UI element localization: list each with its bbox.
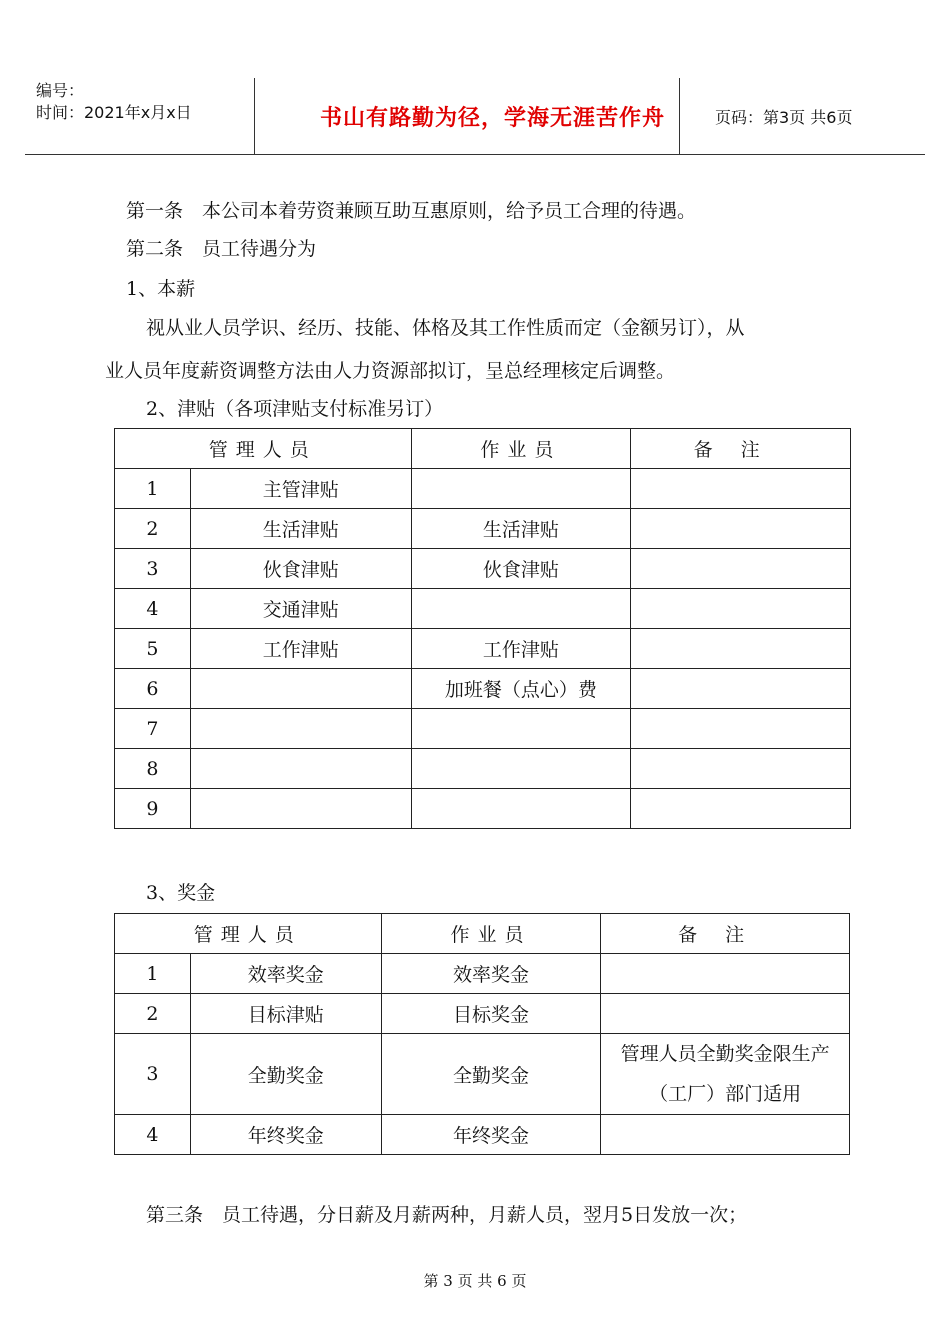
manager-cell: 目标津贴 [190, 994, 381, 1034]
table-header-row [115, 429, 851, 469]
article-3: 第三条 员工待遇，分日薪及月薪两种，月薪人员，翌月5日发放一次； [146, 1204, 748, 1226]
worker-cell: 生活津贴 [411, 509, 631, 549]
item-3-heading: 3、奖金 [146, 882, 216, 904]
note-cell [631, 469, 851, 509]
worker-cell [411, 589, 631, 629]
note-cell: 管理人员全勤奖金限生产（工厂）部门适用 [601, 1034, 850, 1115]
table-header-row [115, 914, 850, 954]
header-meta [36, 80, 261, 124]
header-notes: 备注 [601, 914, 850, 954]
note-cell [631, 589, 851, 629]
table-row [115, 1115, 850, 1155]
row-number: 2 [115, 509, 191, 549]
worker-cell: 加班餐（点心）费 [411, 669, 631, 709]
row-number: 7 [115, 709, 191, 749]
note-cell [631, 749, 851, 789]
row-number: 4 [115, 1115, 191, 1155]
header-managers: 管理人员 [115, 914, 382, 954]
row-number: 3 [115, 1034, 191, 1115]
manager-cell [190, 749, 411, 789]
worker-cell [411, 789, 631, 829]
note-cell [601, 1115, 850, 1155]
page-footer: 第 3 页 共 6 页 [423, 1272, 527, 1290]
row-number: 5 [115, 629, 191, 669]
article-1: 第一条 本公司本着劳资兼顾互助互惠原则，给予员工合理的待遇。 [126, 200, 697, 222]
table-row [115, 954, 850, 994]
note-cell [601, 994, 850, 1034]
row-number: 9 [115, 789, 191, 829]
table-row [115, 469, 851, 509]
table-row [115, 589, 851, 629]
manager-cell [190, 709, 411, 749]
table-row [115, 1034, 850, 1115]
manager-cell [190, 789, 411, 829]
header-page-info: 页码：第3页 共6页 [715, 107, 853, 127]
worker-cell: 全勤奖金 [381, 1034, 601, 1115]
header-workers: 作业员 [381, 914, 601, 954]
bonus-table [114, 913, 850, 1155]
table-row [115, 669, 851, 709]
row-number: 3 [115, 549, 191, 589]
header-managers: 管理人员 [115, 429, 412, 469]
manager-cell: 全勤奖金 [190, 1034, 381, 1115]
row-number: 1 [115, 469, 191, 509]
item-2-heading: 2、津贴（各项津贴支付标准另订） [146, 398, 444, 420]
note-cell [631, 629, 851, 669]
manager-cell: 年终奖金 [190, 1115, 381, 1155]
worker-cell [411, 469, 631, 509]
note-cell [601, 954, 850, 994]
worker-cell [411, 749, 631, 789]
table-row [115, 789, 851, 829]
row-number: 2 [115, 994, 191, 1034]
manager-cell: 交通津贴 [190, 589, 411, 629]
item-1-text-line1: 视从业人员学识、经历、技能、体格及其工作性质而定（金额另订），从 [146, 317, 745, 339]
header-divider [679, 78, 680, 154]
header-notes: 备注 [631, 429, 851, 469]
note-cell [631, 789, 851, 829]
table-row [115, 509, 851, 549]
header-divider [254, 78, 255, 154]
row-number: 8 [115, 749, 191, 789]
allowance-table [114, 428, 851, 829]
manager-cell: 伙食津贴 [190, 549, 411, 589]
note-cell [631, 509, 851, 549]
table-row [115, 749, 851, 789]
note-cell [631, 549, 851, 589]
header-workers: 作业员 [411, 429, 631, 469]
manager-cell: 主管津贴 [190, 469, 411, 509]
worker-cell: 目标奖金 [381, 994, 601, 1034]
article-2: 第二条 员工待遇分为 [126, 238, 317, 260]
table-row [115, 629, 851, 669]
date-label: 时间：2021年x月x日 [36, 103, 192, 122]
worker-cell: 效率奖金 [381, 954, 601, 994]
note-cell [631, 669, 851, 709]
serial-label: 编号： [36, 81, 85, 100]
page-header [25, 78, 925, 155]
note-cell [631, 709, 851, 749]
worker-cell: 年终奖金 [381, 1115, 601, 1155]
table-row [115, 709, 851, 749]
manager-cell: 效率奖金 [190, 954, 381, 994]
worker-cell [411, 709, 631, 749]
row-number: 1 [115, 954, 191, 994]
item-1-text-line2: 业人员年度薪资调整方法由人力资源部拟订，呈总经理核定后调整。 [105, 360, 676, 382]
header-motto: 书山有路勤为径，学海无涯苦作舟 [319, 105, 665, 131]
worker-cell: 伙食津贴 [411, 549, 631, 589]
manager-cell [190, 669, 411, 709]
table-row [115, 994, 850, 1034]
manager-cell: 生活津贴 [190, 509, 411, 549]
table-row [115, 549, 851, 589]
worker-cell: 工作津贴 [411, 629, 631, 669]
row-number: 4 [115, 589, 191, 629]
item-1-heading: 1、本薪 [126, 278, 196, 300]
row-number: 6 [115, 669, 191, 709]
manager-cell: 工作津贴 [190, 629, 411, 669]
